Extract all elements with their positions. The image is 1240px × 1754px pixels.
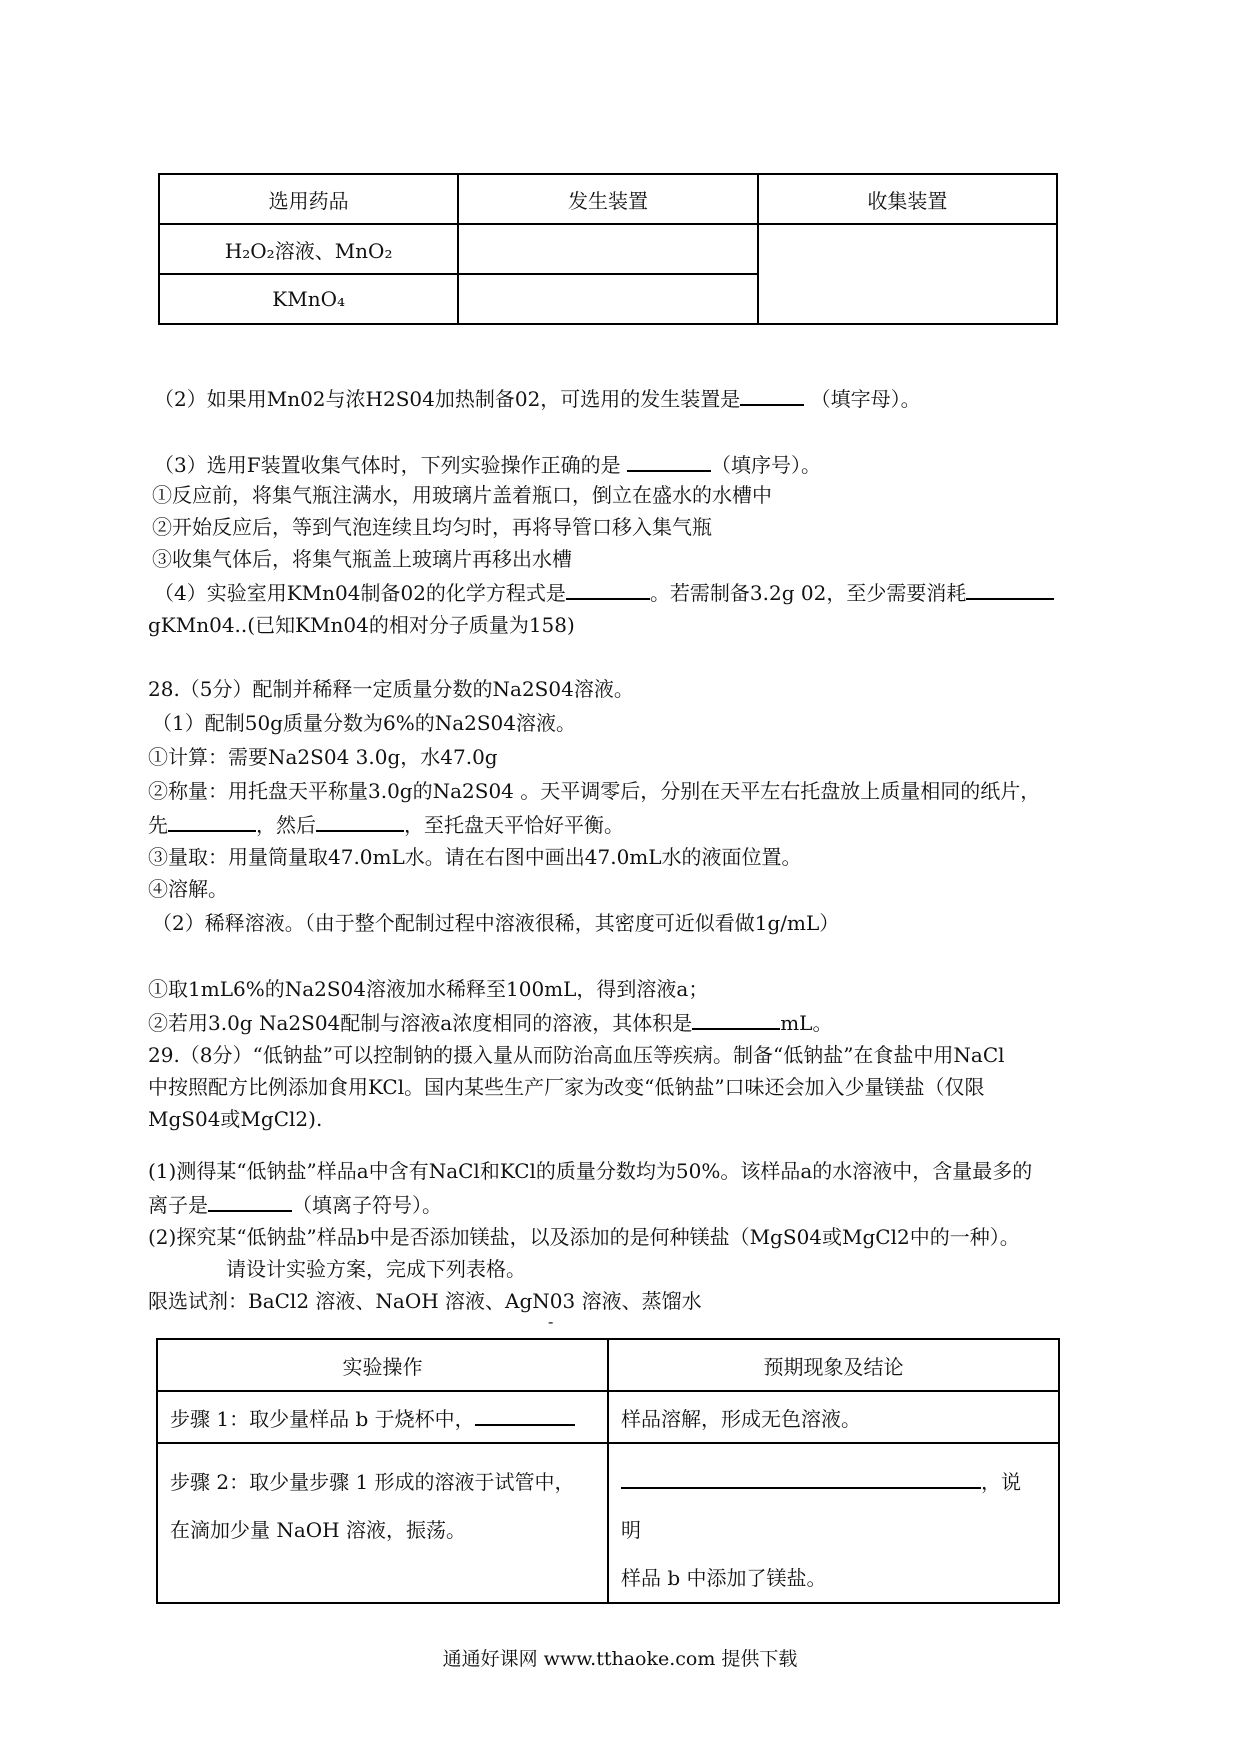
step-2-result: ，说 明 样品 b 中添加了镁盐。	[608, 1443, 1059, 1603]
question-28-part-1: （1）配制50g质量分数为6%的Na2S04溶液。	[152, 711, 577, 735]
question-28-title: 28.（5分）配制并稀释一定质量分数的Na2S04溶液。	[148, 677, 634, 701]
option-1: ①反应前，将集气瓶注满水，用玻璃片盖着瓶口，倒立在盛水的水槽中	[152, 483, 772, 507]
answer-blank	[966, 578, 1054, 600]
table-header-collector: 收集装置	[758, 174, 1057, 224]
step-calculate: ①计算：需要Na2S04 3.0g，水47.0g	[148, 745, 498, 769]
dilution-step-2: ②若用3.0g Na2S04配制与溶液a浓度相同的溶液，其体积是 mL。	[148, 1008, 832, 1036]
option-3: ③收集气体后，将集气瓶盖上玻璃片再移出水槽	[152, 547, 572, 571]
answer-blank	[208, 1190, 292, 1212]
question-29-line-2: 中按照配方比例添加食用KCl。国内某些生产厂家为改变“低钠盐”口味还会加入少量镁盐（仅限	[148, 1075, 985, 1099]
step-weigh: ②称量：用托盘天平称量3.0g的Na2S04 。天平调零后，分别在天平左右托盘放上质量相同的纸片，	[148, 779, 1041, 803]
answer-blank	[168, 810, 256, 832]
step-1-operation: 步骤 1：取少量样品 b 于烧杯中，	[157, 1391, 608, 1443]
table-cell-reagent: KMnO₄	[159, 274, 458, 324]
table-header-operation: 实验操作	[157, 1339, 608, 1391]
question-29-line-1: 29.（8分）“低钠盐”可以控制钠的摄入量从而防治高血压等疾病。制备“低钠盐”在食盐中用NaCl	[148, 1043, 1005, 1067]
answer-blank	[621, 1467, 981, 1489]
page-footer: 通通好课网 www.tthaoke.com 提供下载	[442, 1648, 798, 1670]
table-cell-generator	[458, 224, 757, 274]
answer-blank	[627, 450, 711, 472]
reagent-list: 限选试剂：BaCl2 溶液、NaOH 溶液、AgN03 溶液、蒸馏水	[148, 1289, 702, 1313]
answer-blank	[692, 1008, 780, 1030]
question-3: （3）选用F装置收集气体时，下列实验操作正确的是 （填序号）。	[154, 450, 821, 478]
option-2: ②开始反应后，等到气泡连续且均匀时，再将导管口移入集气瓶	[152, 515, 712, 539]
answer-blank	[566, 578, 650, 600]
page-mark: -	[548, 1312, 554, 1331]
step-dissolve: ④溶解。	[148, 877, 228, 901]
table-header-generator: 发生装置	[458, 174, 757, 224]
table-cell-generator	[458, 274, 757, 324]
answer-blank	[316, 810, 404, 832]
step-weigh-continued: 先 ，然后 ，至托盘天平恰好平衡。	[148, 810, 624, 838]
question-4: （4）实验室用KMn04制备02的化学方程式是 。若需制备3.2g 02，至少需要消耗	[154, 578, 1054, 606]
step-measure: ③量取：用量筒量取47.0mL水。请在右图中画出47.0mL水的液面位置。	[148, 845, 802, 869]
question-4-note: gKMn04..(已知KMn04的相对分子质量为158)	[148, 613, 575, 637]
question-2: （2）如果用Mn02与浓H2S04加热制备02，可选用的发生装置是 （填字母）。	[154, 384, 921, 412]
question-28-part-2: （2）稀释溶液。（由于整个配制过程中溶液很稀，其密度可近似看做1g/mL）	[152, 911, 840, 935]
experiment-table	[156, 1338, 1060, 1604]
table-cell-collector	[758, 224, 1057, 324]
step-1-result: 样品溶解，形成无色溶液。	[608, 1391, 1059, 1443]
question-29-part-1-continued: 离子是 （填离子符号）。	[148, 1190, 442, 1218]
answer-blank	[740, 384, 804, 406]
question-29-part-2: (2)探究某“低钠盐”样品b中是否添加镁盐，以及添加的是何种镁盐（MgS04或MgCl2中的一种）。	[148, 1225, 1020, 1249]
dilution-step-1: ①取1mL6%的Na2S04溶液加水稀释至100mL，得到溶液a；	[148, 977, 709, 1001]
question-29-line-3: MgS04或MgCl2).	[148, 1107, 323, 1131]
table-header-result: 预期现象及结论	[608, 1339, 1059, 1391]
table-header-reagents: 选用药品	[159, 174, 458, 224]
reagent-apparatus-table	[158, 173, 1058, 325]
question-29-part-1: (1)测得某“低钠盐”样品a中含有NaCl和KCl的质量分数均为50%。该样品a的水溶液中，含量最多的	[148, 1159, 1033, 1183]
table-cell-reagent: H₂O₂溶液、MnO₂	[159, 224, 458, 274]
question-29-part-2-instruction: 请设计实验方案，完成下列表格。	[226, 1257, 526, 1281]
answer-blank	[475, 1404, 575, 1426]
step-2-operation: 步骤 2：取少量步骤 1 形成的溶液于试管中， 在滴加少量 NaOH 溶液，振荡。	[157, 1443, 608, 1603]
